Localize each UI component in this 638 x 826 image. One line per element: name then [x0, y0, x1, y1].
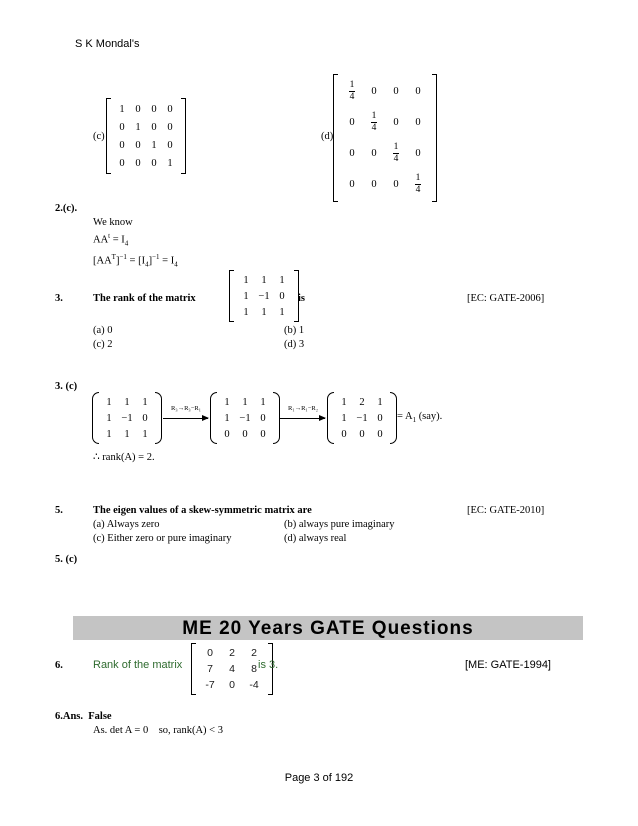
answer-2-line2: $AA^t = I_4$ [93, 232, 129, 248]
matrix-cell: 1 [224, 396, 230, 408]
answer-3-result: = $A_1$ (say). [397, 411, 443, 425]
matrix-cell: 0 [119, 157, 125, 169]
matrix-cell: 1 [167, 157, 173, 169]
question-3-text: The rank of the matrix [93, 293, 196, 304]
fraction: $\frac{1}{4}$ [349, 80, 355, 102]
matrix-cell: -7 [205, 679, 215, 691]
matrix-cell: 2 [359, 396, 365, 408]
question-5-text: The eigen values of a skew-symmetric matrix are [93, 505, 312, 516]
matrix-cell: 1 [261, 274, 267, 286]
question-3-option-b: (b) 1 [284, 325, 305, 336]
matrix-cell: 0 [207, 647, 213, 659]
matrix-cell: 0 [359, 428, 365, 440]
matrix-cell: 0 [119, 121, 125, 133]
answer-2-label: 2.(c). [55, 203, 78, 214]
matrix-cell: 2 [229, 647, 235, 659]
matrix-cell: 0 [151, 121, 157, 133]
matrix-cell: 1 [224, 412, 230, 424]
question-3-option-a: (a) 0 [93, 325, 113, 336]
matrix-cell: 1 [279, 306, 285, 318]
matrix-cell: 0 [135, 103, 141, 115]
matrix-cell: 1 [124, 396, 130, 408]
matrix-cell: -4 [249, 679, 259, 691]
matrix-cell: 1 [142, 396, 148, 408]
question-6-after: is 3. [258, 659, 279, 671]
fraction: $\frac{1}{4}$ [393, 142, 399, 164]
matrix-cell: 1 [377, 396, 383, 408]
matrix-cell: 1 [124, 428, 130, 440]
option-c-label: (c) [93, 131, 105, 142]
matrix-cell: 1 [243, 306, 249, 318]
row-op-1: R₃→R₃−R₁ [171, 405, 201, 412]
matrix-cell: 0 [151, 157, 157, 169]
matrix-cell: 0 [151, 103, 157, 115]
question-5-option-d: (d) always real [284, 533, 347, 544]
answer-6-label: 6.Ans. False [55, 711, 112, 722]
question-3-after: is [298, 293, 306, 304]
answer-3-matrix-2 [210, 392, 280, 444]
matrix-cell: 0 [377, 428, 383, 440]
answer-5-label: 5. (c) [55, 554, 78, 565]
matrix-cell: 1 [261, 306, 267, 318]
matrix-cell: 0 [260, 428, 266, 440]
answer-3-label: 3. (c) [55, 381, 78, 392]
matrix-cell: 0 [167, 103, 173, 115]
matrix-cell: 0 [135, 139, 141, 151]
matrix-cell: 0 [377, 412, 383, 424]
question-3-source: [EC: GATE-2006] [467, 293, 545, 304]
option-d-matrix: $\frac{1}{4}$ 0 0 0 0 $\frac{1}{4}$ 0 0 0 0 $\frac{1}{4}$ 0 0 0 0 $\frac{1}{4}$ [333, 74, 437, 202]
question-5-option-c: (c) Either zero or pure imaginary [93, 533, 232, 544]
answer-2-line3: $[AA^T]^{-1} = [I_4]^{-1} = I_4$ [93, 253, 178, 269]
answer-3-matrix-3 [327, 392, 397, 444]
question-3-option-d: (d) 3 [284, 339, 305, 350]
matrix-cell: 0 [119, 139, 125, 151]
matrix-cell: 1 [243, 290, 249, 302]
matrix-cell: 1 [142, 428, 148, 440]
answer-3-matrix-1 [92, 392, 162, 444]
matrix-cell: 0 [135, 157, 141, 169]
matrix-cell: 1 [135, 121, 141, 133]
question-5-option-b: (b) always pure imaginary [284, 519, 395, 530]
matrix-cell: 1 [243, 274, 249, 286]
matrix-cell: −1 [258, 290, 270, 302]
matrix-cell: 7 [207, 663, 213, 675]
matrix-cell: 0 [142, 412, 148, 424]
matrix-cell: 4 [229, 663, 235, 675]
matrix-cell: 1 [279, 274, 285, 286]
matrix-cell: 0 [260, 412, 266, 424]
row-op-2: R₁→R₁−R₂ [288, 405, 318, 412]
page-footer: Page 3 of 192 [284, 772, 354, 784]
fraction: $\frac{1}{4}$ [371, 111, 377, 133]
option-d-label: (d) [321, 131, 334, 142]
matrix-cell: 1 [119, 103, 125, 115]
matrix-cell: 0 [242, 428, 248, 440]
matrix-cell: 0 [279, 290, 285, 302]
matrix-cell: 0 [229, 679, 235, 691]
question-6-text: Rank of the matrix [93, 659, 183, 671]
answer-6-line: As. det A = 0 so, rank(A) < 3 [93, 725, 223, 736]
option-c-matrix [106, 98, 186, 174]
question-6-source: [ME: GATE-1994] [465, 659, 551, 671]
matrix-cell: 8 [251, 663, 257, 675]
matrix-cell: 0 [167, 121, 173, 133]
matrix-cell: 1 [242, 396, 248, 408]
matrix-cell: 2 [251, 647, 257, 659]
question-3-option-c: (c) 2 [93, 339, 113, 350]
matrix-cell: −1 [121, 412, 133, 424]
question-3-number: 3. [55, 293, 63, 304]
matrix-cell: 0 [167, 139, 173, 151]
question-5-number: 5. [55, 505, 63, 516]
matrix-cell: 0 [341, 428, 347, 440]
matrix-cell: 1 [341, 412, 347, 424]
matrix-cell: 1 [341, 396, 347, 408]
matrix-cell: 1 [260, 396, 266, 408]
section-banner [73, 616, 583, 640]
fraction: $\frac{1}{4}$ [415, 173, 421, 195]
matrix-cell: −1 [239, 412, 251, 424]
page-header-author: S K Mondal's [75, 38, 140, 50]
answer-6-verdict: False [88, 711, 112, 722]
matrix-cell: −1 [356, 412, 368, 424]
question-3-matrix [229, 270, 299, 322]
arrow-2 [280, 418, 325, 419]
question-5-source: [EC: GATE-2010] [467, 505, 545, 516]
question-6-number: 6. [55, 660, 63, 671]
matrix-cell: 1 [106, 412, 112, 424]
matrix-cell: 0 [224, 428, 230, 440]
answer-2-line1: We know [93, 217, 133, 228]
answer-3-conclusion: ∴ rank(A) = 2. [93, 452, 155, 463]
matrix-cell: 1 [151, 139, 157, 151]
matrix-cell: 1 [106, 396, 112, 408]
matrix-cell: 1 [106, 428, 112, 440]
question-5-option-a: (a) Always zero [93, 519, 160, 530]
section-banner-title: ME 20 Years GATE Questions [182, 618, 474, 639]
arrow-1 [163, 418, 208, 419]
